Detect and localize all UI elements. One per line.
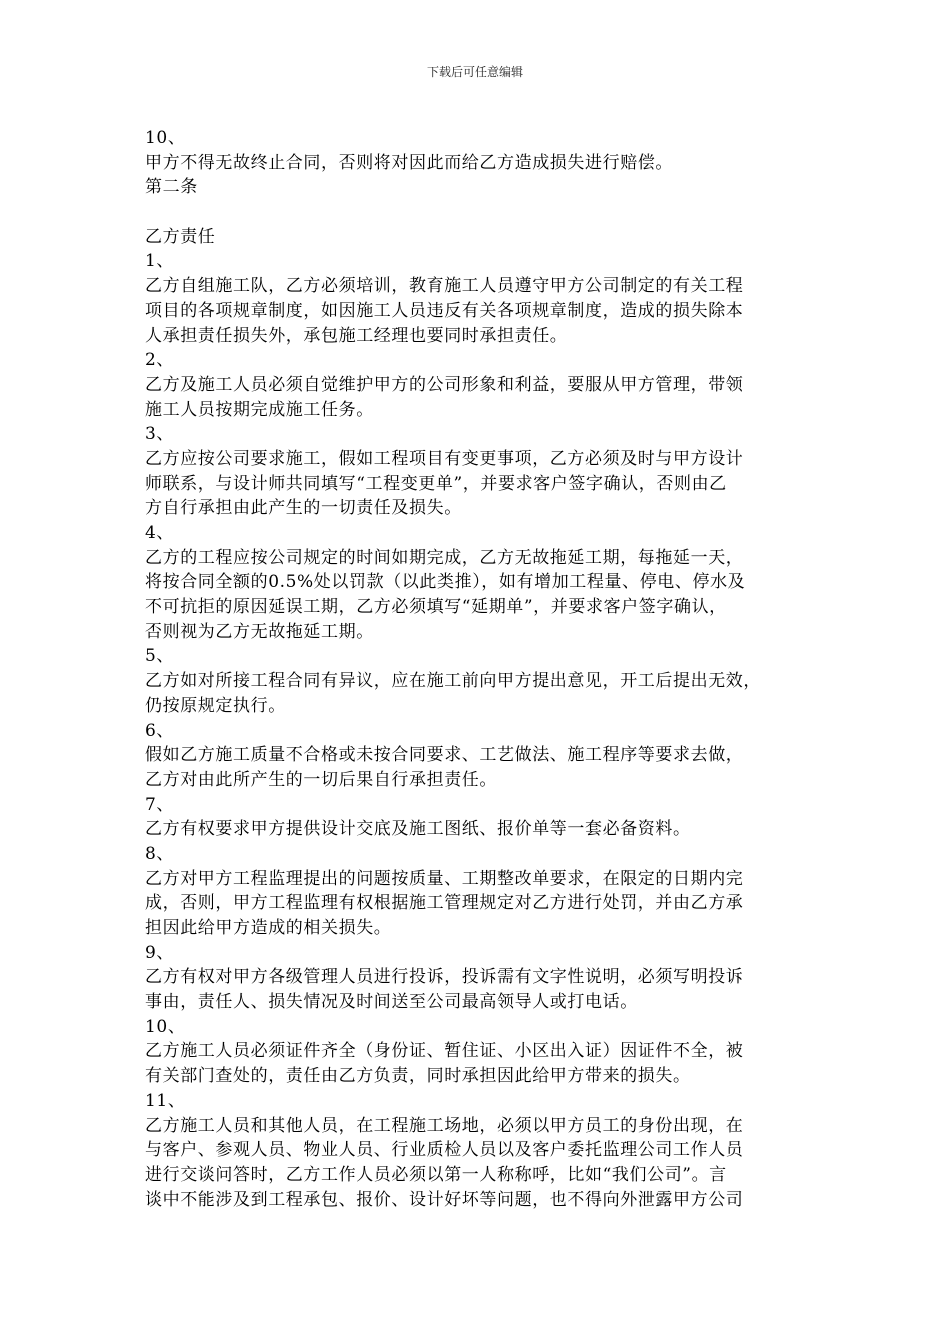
document-line: 事由，责任人、损失情况及时间送至公司最高领导人或打电话。 xyxy=(145,992,638,1013)
document-line: 乙方自组施工队，乙方必须培训，教育施工人员遵守甲方公司制定的有关工程 xyxy=(145,276,744,297)
document-line: 1、 xyxy=(145,251,175,272)
document-line: 方自行承担由此产生的一切责任及损失。 xyxy=(145,498,462,519)
document-line: 10、 xyxy=(145,128,186,148)
document-line: 乙方及施工人员必须自觉维护甲方的公司形象和利益，要服从甲方管理，带领 xyxy=(145,374,744,395)
document-line: 甲方不得无故终止合同，否则将对因此而给乙方造成损失进行赔偿。 xyxy=(145,152,673,173)
document-line: 仍按原规定执行。 xyxy=(145,695,286,716)
document-line: 乙方的工程应按公司规定的时间如期完成，乙方无故拖延工期，每拖延一天， xyxy=(145,547,744,568)
document-line: 谈中不能涉及到工程承包、报价、设计好坏等问题，也不得向外泄露甲方公司 xyxy=(145,1189,744,1210)
document-line: 施工人员按期完成施工任务。 xyxy=(145,399,374,420)
document-line: 否则视为乙方无故拖延工期。 xyxy=(145,621,374,642)
document-line: 乙方责任 xyxy=(145,226,216,247)
document-line: 3、 xyxy=(145,424,175,445)
document-line: 乙方应按公司要求施工，假如工程项目有变更事项，乙方必须及时与甲方设计 xyxy=(145,448,744,469)
document-line: 乙方如对所接工程合同有异议，应在施工前向甲方提出意见，开工后提出无效， xyxy=(145,671,761,692)
document-line: 第二条 xyxy=(145,177,198,198)
document-line: 人承担责任损失外，承包施工经理也要同时承担责任。 xyxy=(145,325,568,346)
document-line: 有关部门查处的，责任由乙方负责，同时承担因此给甲方带来的损失。 xyxy=(145,1066,691,1087)
document-line: 6、 xyxy=(145,720,175,741)
document-line: 乙方对由此所产生的一切后果自行承担责任。 xyxy=(145,769,497,790)
document-line: 乙方施工人员和其他人员，在工程施工场地，必须以甲方员工的身份出现，在 xyxy=(145,1115,744,1136)
document-line: 师联系，与设计师共同填写“工程变更单”，并要求客户签字确认，否则由乙 xyxy=(145,473,727,494)
document-line: 项目的各项规章制度，如因施工人员违反有关各项规章制度，造成的损失除本 xyxy=(145,300,744,321)
document-line: 假如乙方施工质量不合格或未按合同要求、工艺做法、施工程序等要求去做， xyxy=(145,745,744,766)
document-line xyxy=(145,200,815,225)
document-line: 10、 xyxy=(145,1016,186,1037)
document-line: 担因此给甲方造成的相关损失。 xyxy=(145,918,392,938)
document-line: 4、 xyxy=(145,523,175,543)
document-line: 5、 xyxy=(145,646,175,667)
document-line: 9、 xyxy=(145,942,175,963)
document-line: 与客户、参观人员、物业人员、行业质检人员以及客户委托监理公司工作人员 xyxy=(145,1140,744,1161)
page-header-note: 下载后可任意编辑 xyxy=(426,65,523,79)
document-body xyxy=(145,126,815,1212)
document-line: 成，否则，甲方工程监理有权根据施工管理规定对乙方进行处罚，并由乙方承 xyxy=(145,893,744,914)
document-line: 乙方对甲方工程监理提出的问题按质量、工期整改单要求，在限定的日期内完 xyxy=(145,868,744,889)
document-line: 11、 xyxy=(145,1090,186,1111)
document-line: 2、 xyxy=(145,350,175,371)
document-line: 乙方有权对甲方各级管理人员进行投诉，投诉需有文字性说明，必须写明投诉 xyxy=(145,967,744,988)
document-line: 7、 xyxy=(145,794,175,815)
document-line: 进行交谈问答时，乙方工作人员必须以第一人称称呼，比如“我们公司”。言 xyxy=(145,1164,727,1185)
document-line: 乙方有权要求甲方提供设计交底及施工图纸、报价单等一套必备资料。 xyxy=(145,819,691,840)
document-line: 8、 xyxy=(145,843,175,864)
document-line: 乙方施工人员必须证件齐全（身份证、暂住证、小区出入证）因证件不全，被 xyxy=(145,1041,744,1062)
document-line: 不可抗拒的原因延误工期，乙方必须填写“延期单”，并要求客户签字确认， xyxy=(145,597,727,618)
document-line: 将按合同全额的0.5%处以罚款（以此类推），如有增加工程量、停电、停水及 xyxy=(145,572,746,593)
